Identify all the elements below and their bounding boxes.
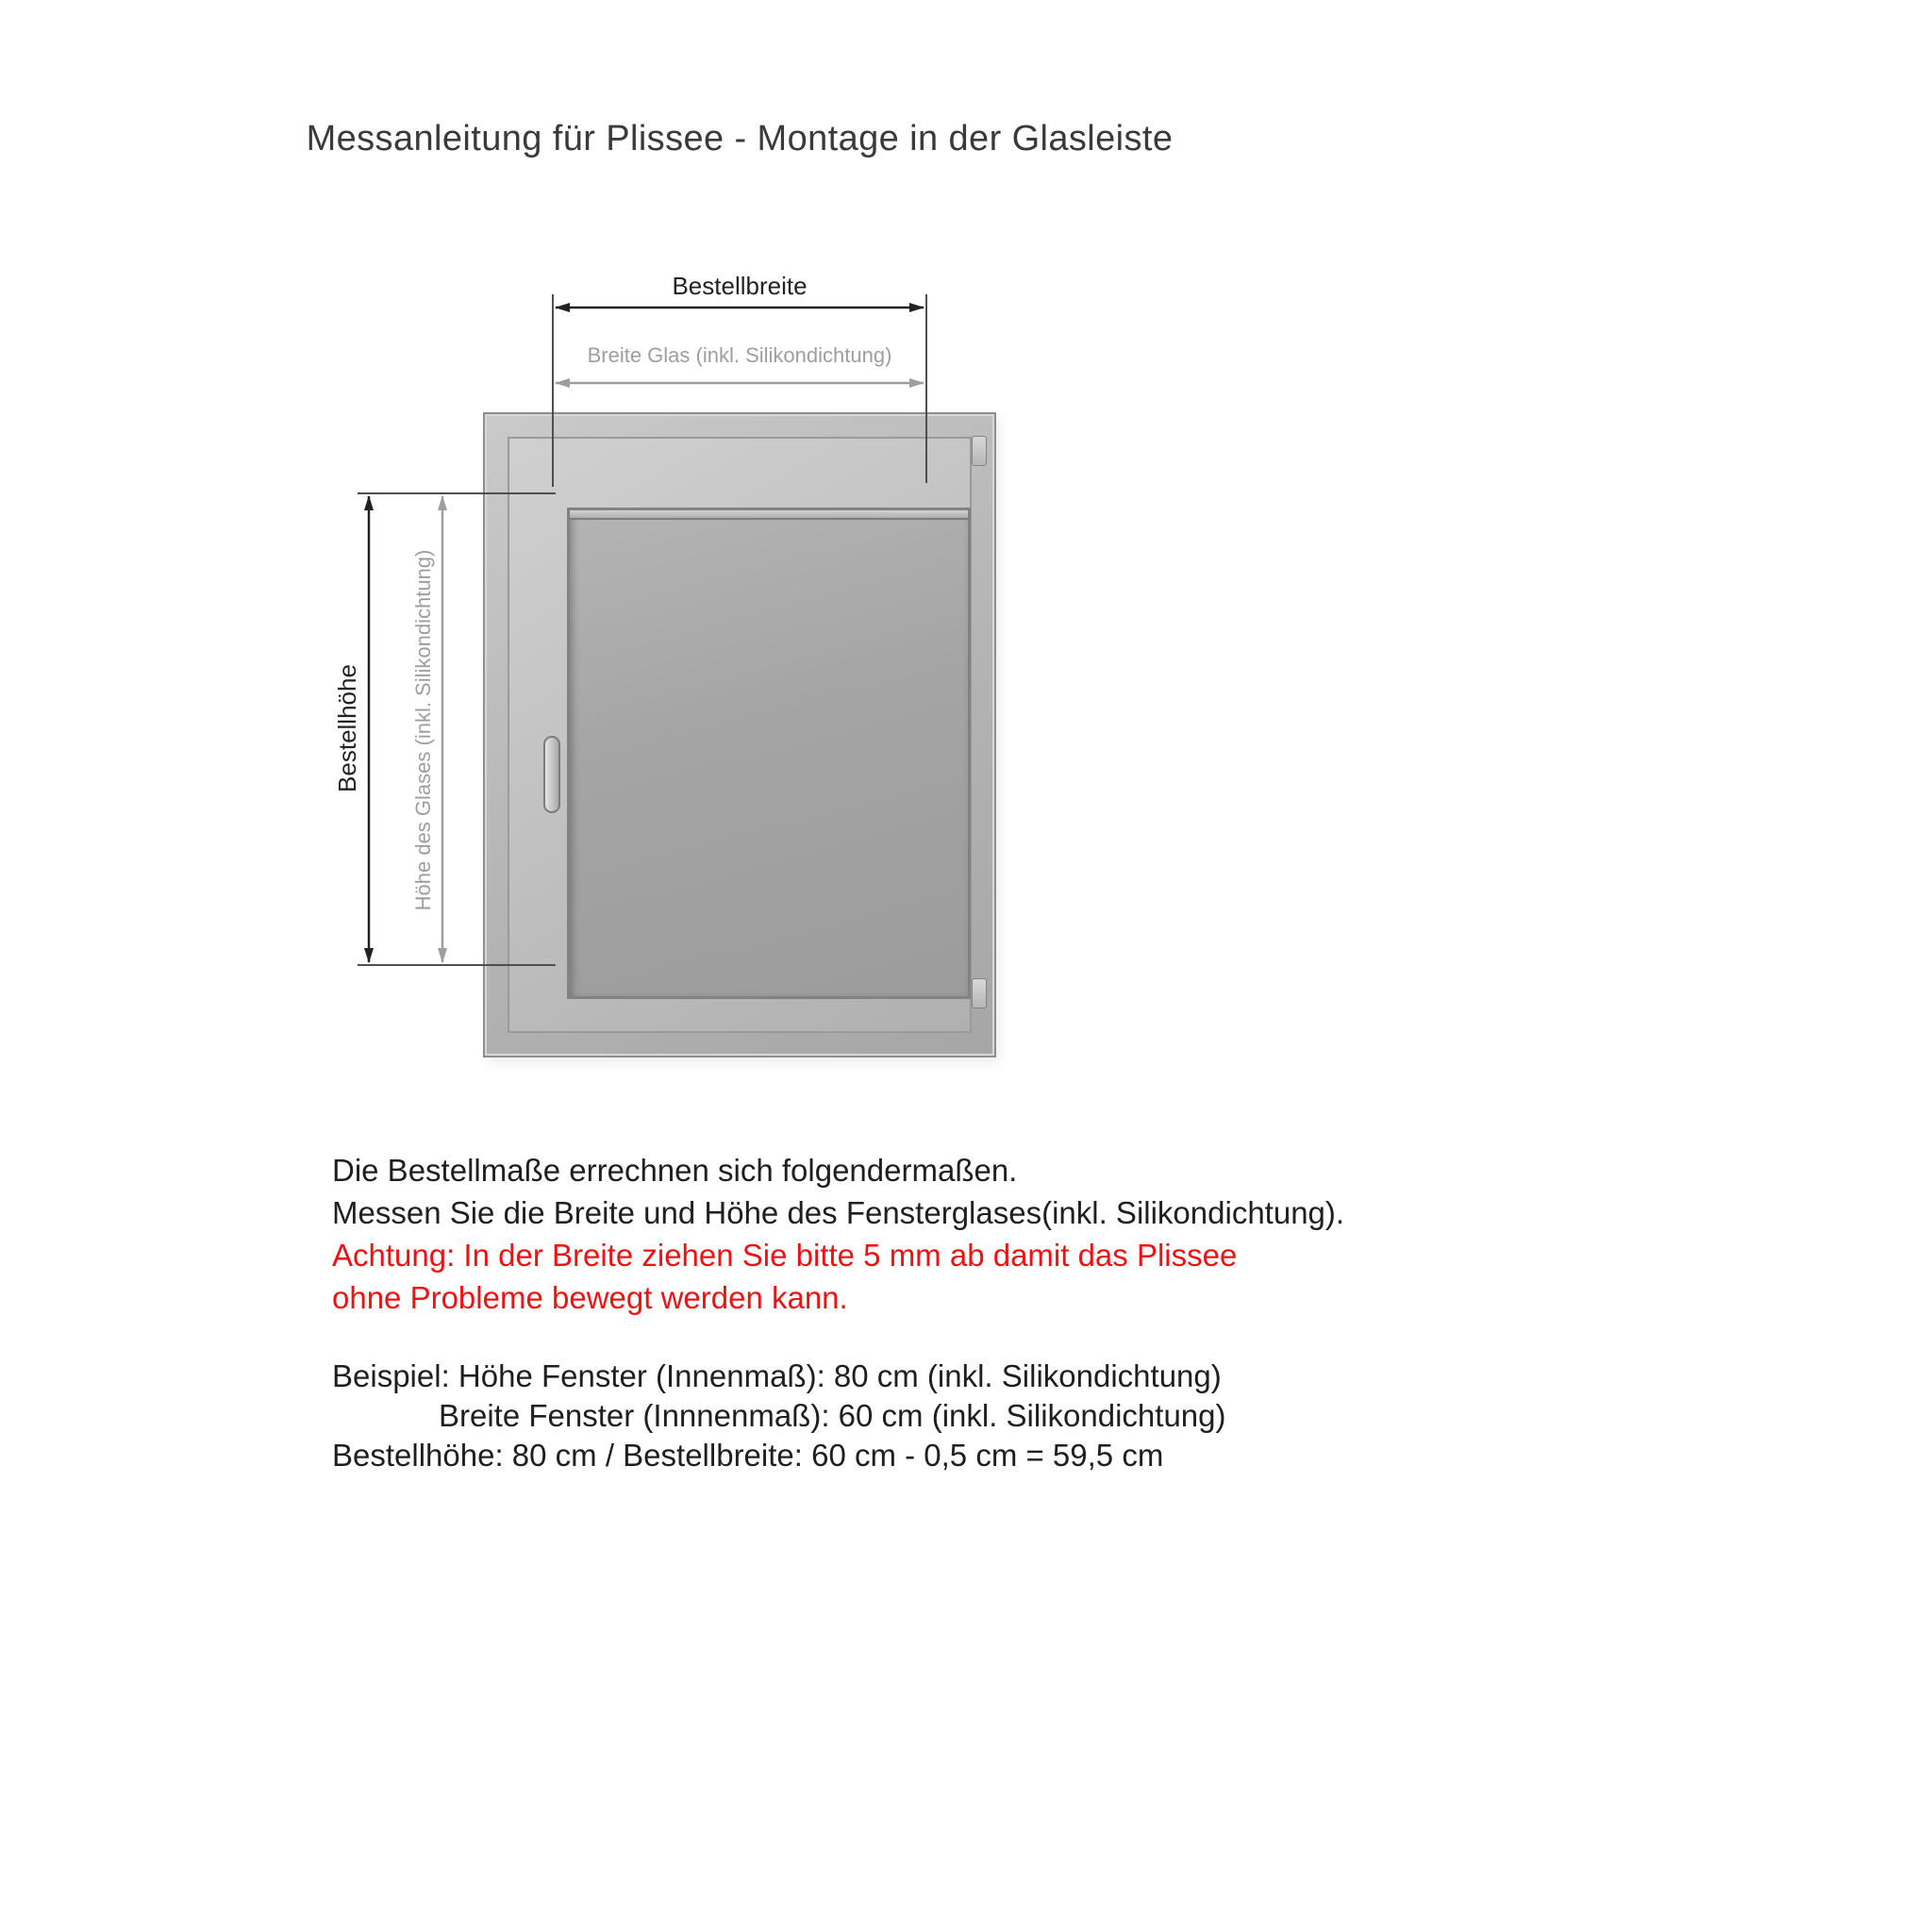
window-handle [541, 734, 562, 815]
window-glass [567, 508, 971, 999]
example-block [332, 1357, 1226, 1475]
glass-height-label: Höhe des Glases (inkl. Silikondichtung) [411, 549, 435, 911]
window-handle-grip [543, 736, 560, 813]
hinge-bottom-icon [972, 978, 987, 1008]
example-line: Breite Fenster (Innnenmaß): 60 cm (inkl. Silikondichtung) [439, 1398, 1226, 1433]
warning-line: Achtung: In der Breite ziehen Sie bitte 5 mm ab damit das Plissee [332, 1238, 1238, 1273]
example-line: Bestellhöhe: 80 cm / Bestellbreite: 60 cm - 0,5 cm = 59,5 cm [332, 1438, 1164, 1473]
window-sash [508, 437, 972, 1033]
order-width-label: Bestellbreite [672, 272, 808, 300]
example-line: Beispiel: Höhe Fenster (Innenmaß): 80 cm (inkl. Silikondichtung) [332, 1358, 1222, 1393]
instruction-line: Die Bestellmaße errechnen sich folgendermaßen. [332, 1153, 1018, 1188]
glass-width-label: Breite Glas (inkl. Silikondichtung) [587, 343, 892, 367]
warning-line: ohne Probleme bewegt werden kann. [332, 1280, 848, 1315]
instruction-line: Messen Sie die Breite und Höhe des Fensterglases(inkl. Silikondichtung). [332, 1195, 1345, 1230]
order-height-label: Bestellhöhe [333, 664, 361, 792]
instructions-block [332, 1149, 1344, 1319]
hinge-top-icon [972, 436, 987, 466]
window-illustration [483, 412, 996, 1058]
page-title: Messanleitung für Plissee - Montage in der Glasleiste [306, 119, 1174, 158]
glass-top-rail [570, 510, 968, 520]
